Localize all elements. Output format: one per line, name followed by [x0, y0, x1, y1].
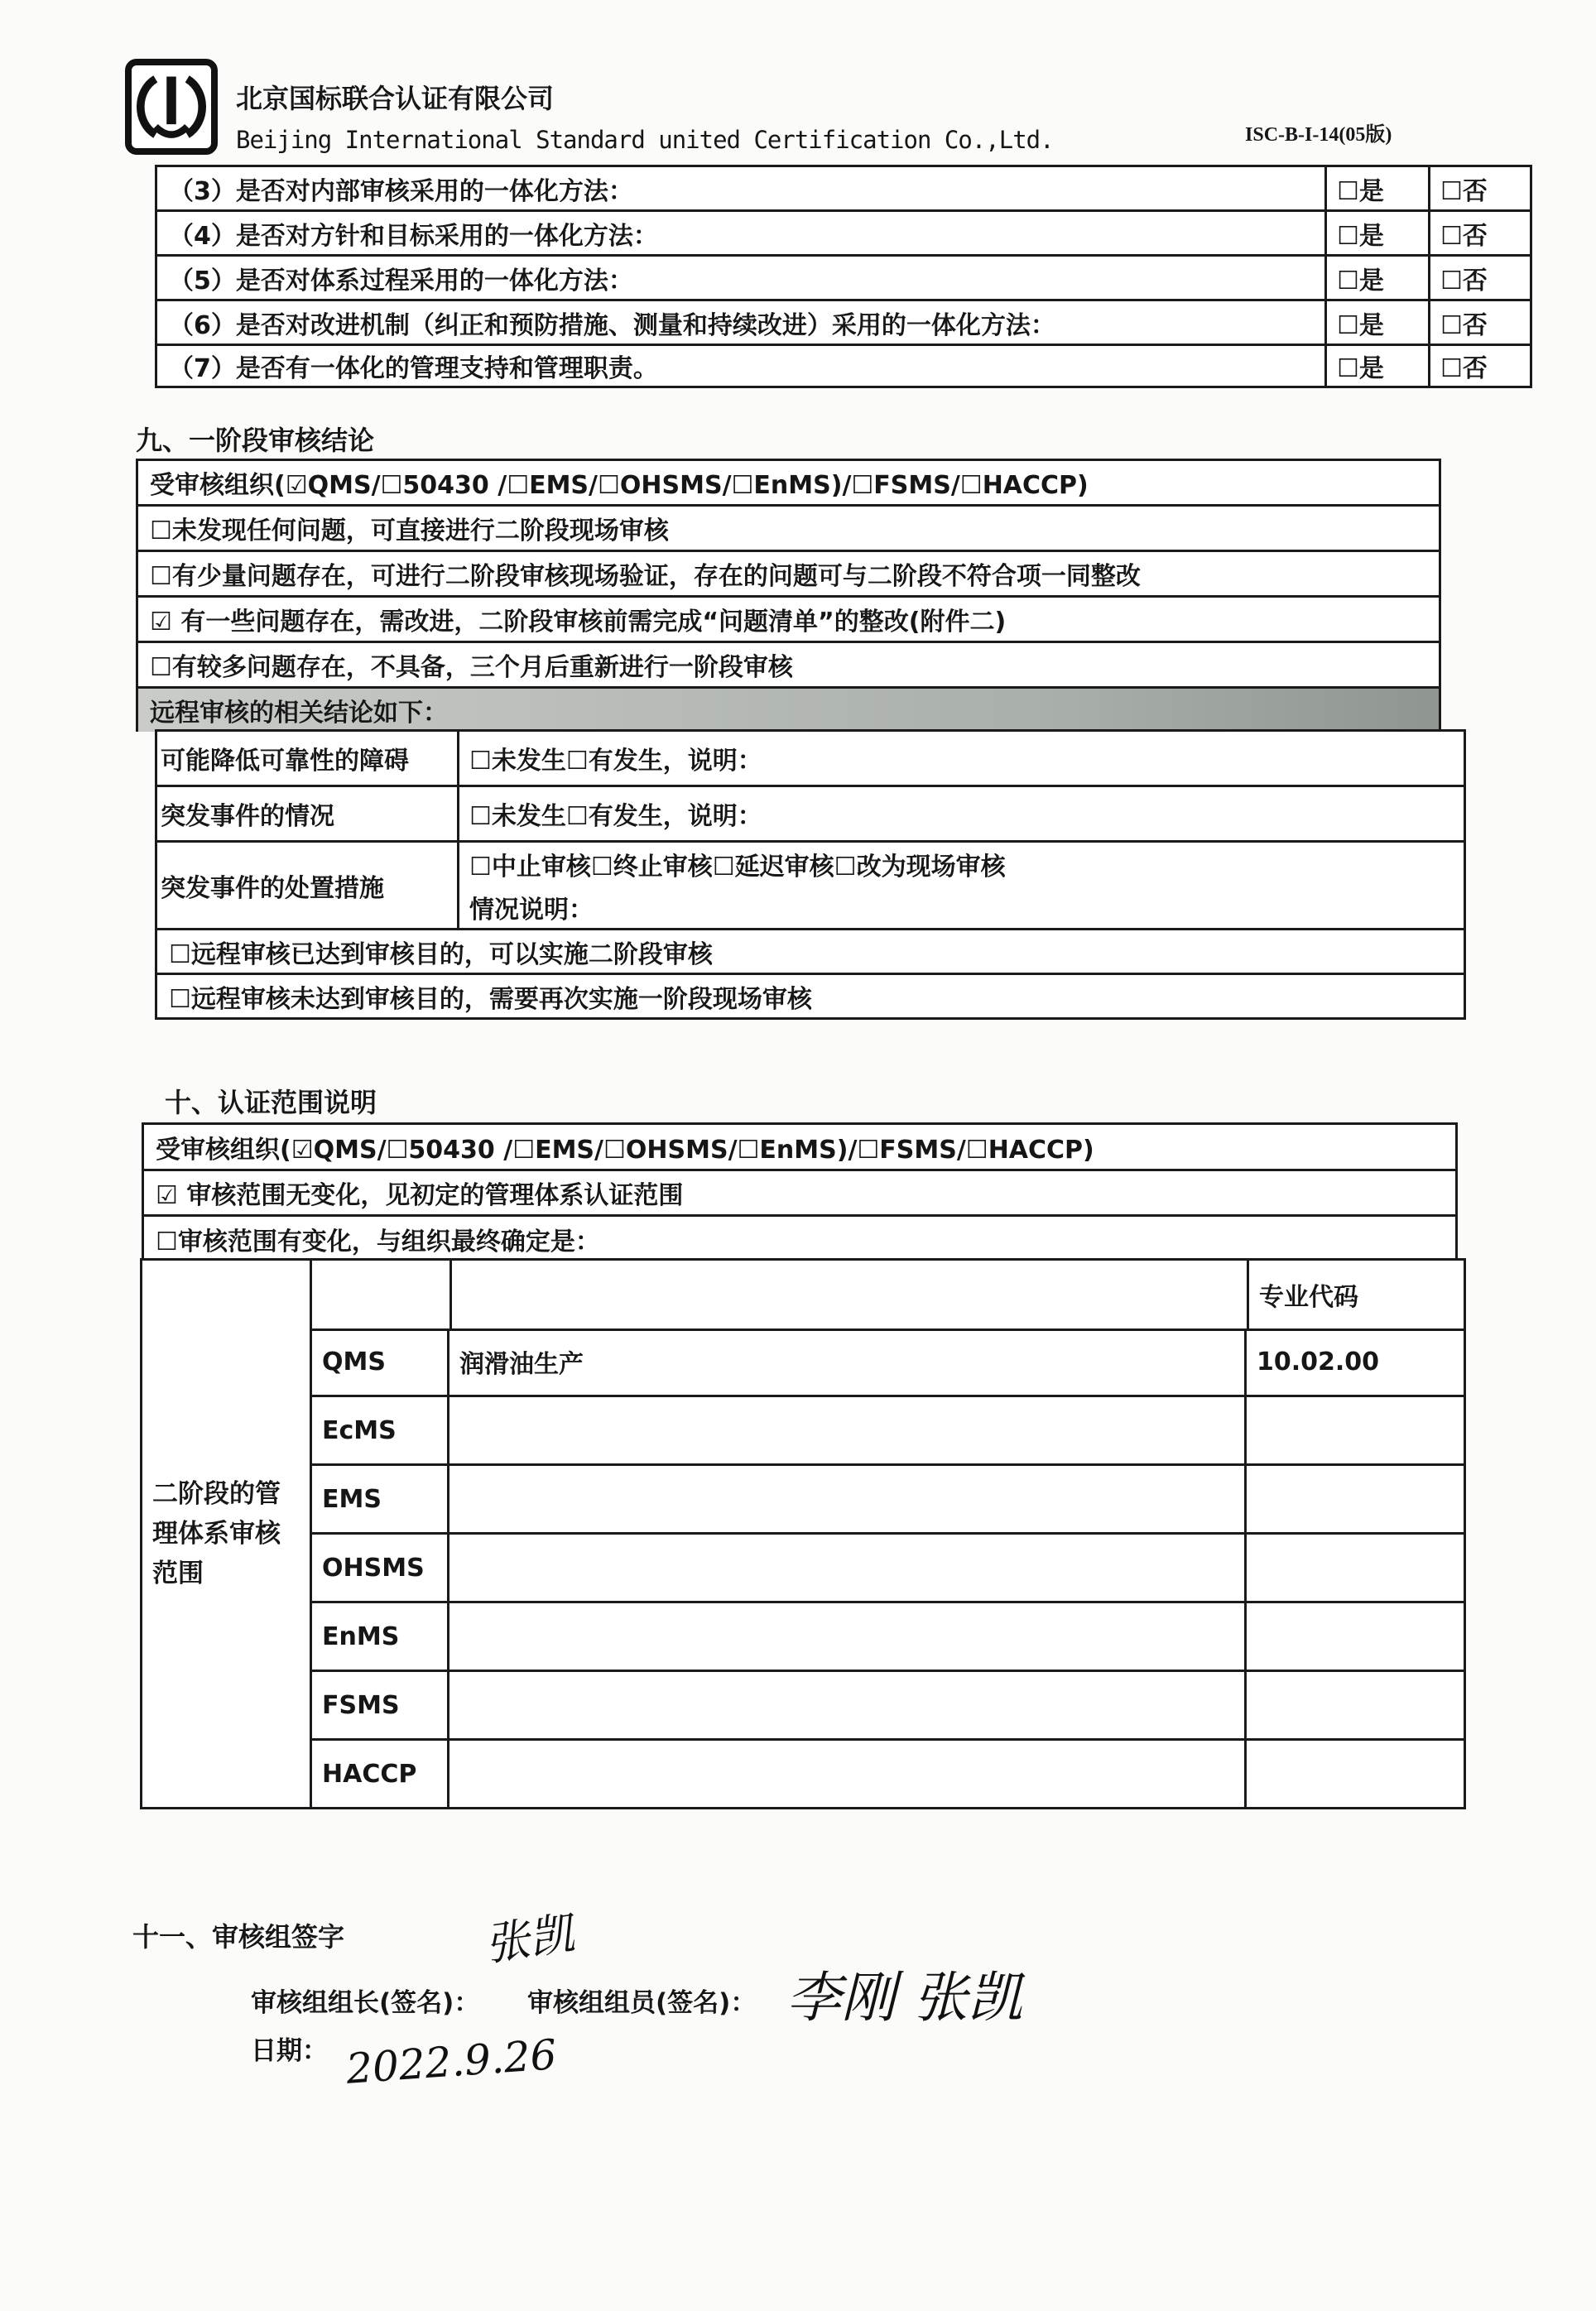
- remote-row: [157, 732, 1464, 787]
- check-row: [157, 257, 1530, 301]
- remote-audit-table: [155, 729, 1466, 1020]
- check-question: （7）是否有一体化的管理支持和管理职责。: [169, 354, 658, 383]
- scope-system-cell: EMS: [310, 1466, 449, 1535]
- scope-system-cell: HACCP: [310, 1741, 449, 1809]
- remote-heading: 远程审核的相关结论如下：: [138, 689, 1439, 732]
- conclusion-option[interactable]: ☑ 有一些问题存在，需改进，二阶段审核前需完成“问题清单”的整改(附件二): [138, 598, 1439, 643]
- scope-code-cell[interactable]: [1247, 1603, 1466, 1672]
- scope-description-cell[interactable]: [449, 1672, 1247, 1741]
- remote-row-value[interactable]: ☐未发生☐有发生，说明：: [457, 787, 1464, 840]
- yes-checkbox[interactable]: ☐是: [1324, 346, 1428, 386]
- header-code: 专业代码: [1249, 1261, 1466, 1331]
- yes-checkbox[interactable]: ☐是: [1324, 257, 1428, 299]
- remote-result-option[interactable]: ☐远程审核未达到审核目的，需要再次实施一阶段现场审核: [169, 984, 812, 1014]
- check-row: [157, 212, 1530, 257]
- scope-system-cell: QMS: [310, 1328, 449, 1397]
- scope-description-cell[interactable]: [449, 1603, 1247, 1672]
- yes-checkbox[interactable]: ☐是: [1324, 212, 1428, 254]
- form-code: ISC-B-I-14(05版): [1245, 124, 1392, 146]
- scope-description-cell[interactable]: [449, 1397, 1247, 1466]
- signature-date: 2022.9.26: [344, 2030, 559, 2093]
- scope-system-cell: OHSMS: [310, 1535, 449, 1603]
- check-question: （3）是否对内部审核采用的一体化方法：: [169, 176, 633, 206]
- member-label: 审核组组员(签名)：: [527, 1988, 757, 2018]
- no-checkbox[interactable]: ☐否: [1428, 346, 1530, 386]
- section11-title: 十一、审核组签字: [132, 1921, 345, 1953]
- check-row: [157, 167, 1530, 212]
- conclusion-option[interactable]: ☐有较多问题存在，不具备，三个月后重新进行一阶段审核: [138, 643, 1439, 689]
- scope-system-cell: EnMS: [310, 1603, 449, 1672]
- no-checkbox[interactable]: ☐否: [1428, 257, 1530, 299]
- scope-option[interactable]: ☑ 审核范围无变化，见初定的管理体系认证范围: [144, 1171, 1455, 1217]
- remote-row-label: 突发事件的处置措施: [161, 873, 384, 903]
- remote-row: [157, 843, 1464, 930]
- remote-row: [157, 787, 1464, 843]
- remote-row-label: 可能降低可靠性的障碍: [161, 747, 409, 776]
- scope-option[interactable]: ☐审核范围有变化，与组织最终确定是：: [144, 1217, 1455, 1263]
- remote-row-value[interactable]: ☐未发生☐有发生，说明：: [457, 732, 1464, 785]
- company-name-cn: 北京国标联合认证有限公司: [236, 83, 555, 114]
- integration-checks-table: [155, 165, 1532, 388]
- scope-label: 二阶段的管理体系审核范围: [142, 1261, 312, 1809]
- scope-system-cell: FSMS: [310, 1672, 449, 1741]
- company-logo: [125, 59, 218, 155]
- no-checkbox[interactable]: ☐否: [1428, 167, 1530, 209]
- section10-title: 十、认证范围说明: [165, 1087, 377, 1118]
- conclusion-option[interactable]: ☐有少量问题存在，可进行二阶段审核现场验证，存在的问题可与二阶段不符合项一同整改: [138, 552, 1439, 598]
- yes-checkbox[interactable]: ☐是: [1324, 167, 1428, 209]
- audited-org-line: 受审核组织(☑QMS/☐50430 /☐EMS/☐OHSMS/☐EnMS)/☐FSMS/☐HACCP): [144, 1125, 1455, 1171]
- stage1-conclusion-table: [136, 459, 1441, 732]
- audited-org-line: 受审核组织(☑QMS/☐50430 /☐EMS/☐OHSMS/☐EnMS)/☐FSMS/☐HACCP): [138, 461, 1439, 507]
- check-row: [157, 301, 1530, 346]
- no-checkbox[interactable]: ☐否: [1428, 301, 1530, 344]
- check-row: [157, 346, 1530, 386]
- leader-label: 审核组组长(签名)：: [251, 1988, 480, 2018]
- scope-description-cell[interactable]: [449, 1466, 1247, 1535]
- check-question: （4）是否对方针和目标采用的一体化方法：: [169, 221, 658, 251]
- section9-title: 九、一阶段审核结论: [136, 425, 375, 456]
- company-name-en: Beijing International Standard united Certification Co.,Ltd.: [236, 126, 1054, 154]
- scope-code-cell[interactable]: [1247, 1672, 1466, 1741]
- header-system: [312, 1261, 452, 1331]
- scope-options-table: [142, 1122, 1458, 1263]
- scope-description-cell[interactable]: [449, 1741, 1247, 1809]
- scope-system-cell: EcMS: [310, 1397, 449, 1466]
- no-checkbox[interactable]: ☐否: [1428, 212, 1530, 254]
- scope-code-cell[interactable]: 10.02.00: [1247, 1328, 1466, 1397]
- scope-description-cell[interactable]: 润滑油生产: [449, 1328, 1247, 1397]
- leader-signature: 张凯: [481, 1906, 578, 1972]
- scope-code-cell[interactable]: [1247, 1397, 1466, 1466]
- yes-checkbox[interactable]: ☐是: [1324, 301, 1428, 344]
- remote-row-label: 突发事件的情况: [161, 802, 334, 831]
- remote-result-option[interactable]: ☐远程审核已达到审核目的，可以实施二阶段审核: [157, 930, 1464, 975]
- remote-row-note: 情况说明：: [469, 895, 594, 925]
- header-scope: [452, 1261, 1249, 1331]
- scope-code-cell[interactable]: [1247, 1741, 1466, 1809]
- date-label: 日期：: [251, 2036, 328, 2066]
- check-question: （5）是否对体系过程采用的一体化方法：: [169, 266, 633, 295]
- scope-code-cell[interactable]: [1247, 1466, 1466, 1535]
- conclusion-option[interactable]: ☐未发现任何问题，可直接进行二阶段现场审核: [138, 507, 1439, 552]
- check-question: （6）是否对改进机制（纠正和预防措施、测量和持续改进）采用的一体化方法：: [169, 310, 1055, 340]
- scope-description-cell[interactable]: [449, 1535, 1247, 1603]
- member-signature: 李刚 张凯: [786, 1966, 1022, 2030]
- scope-code-cell[interactable]: [1247, 1535, 1466, 1603]
- remote-row-value[interactable]: ☐中止审核☐终止审核☐延迟审核☐改为现场审核: [469, 852, 1006, 882]
